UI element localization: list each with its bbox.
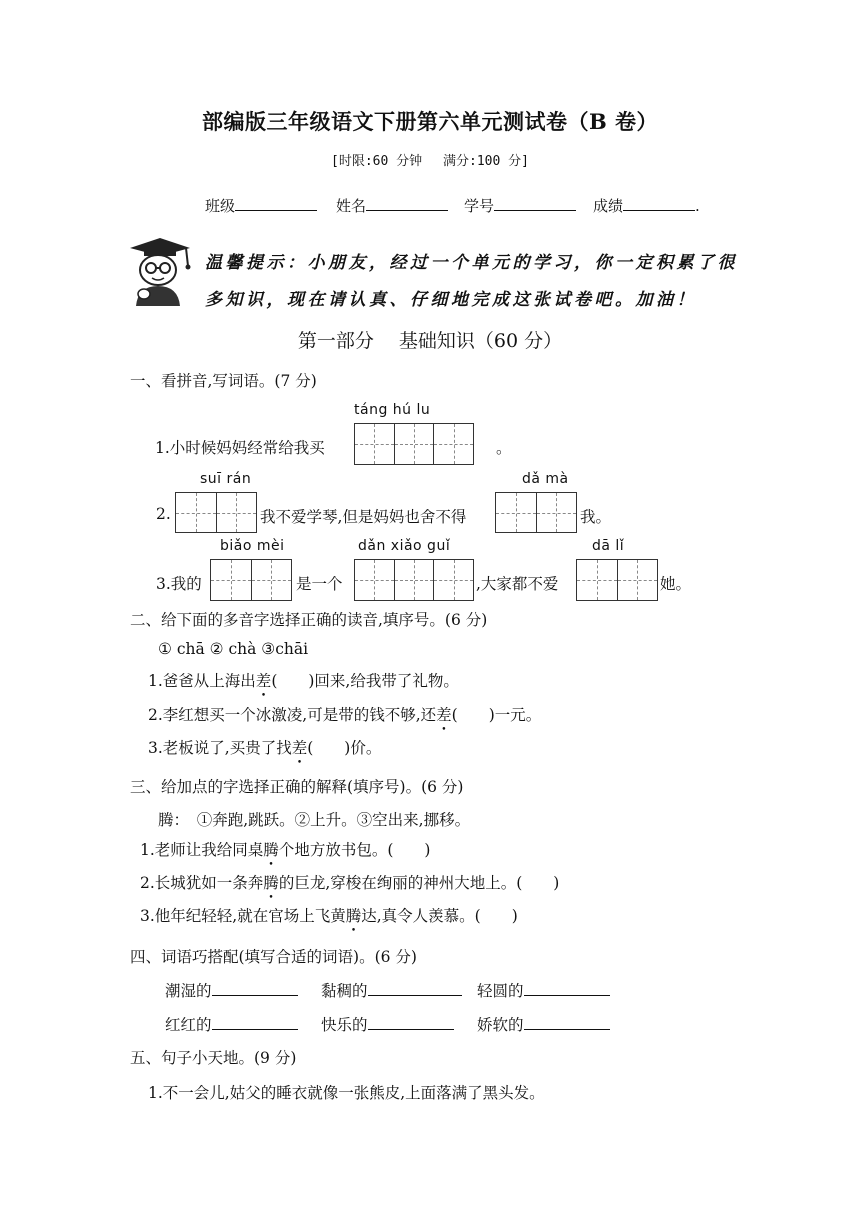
s3-question-1: 1.老师让我给同桌腾个地方放书包。( ) (140, 841, 431, 859)
q1-text: 1.小时候妈妈经常给我买 (155, 439, 325, 457)
writing-grid-tanghulu[interactable] (354, 423, 474, 465)
pinyin-dama: dǎ mà (522, 471, 569, 487)
writing-grid-suiran[interactable] (175, 492, 257, 533)
name-field[interactable]: 姓名 (336, 194, 448, 216)
section-3-heading: 三、给加点的字选择正确的解释(填序号)。(6 分) (130, 778, 464, 796)
match-happy[interactable]: 快乐的 (321, 1013, 454, 1035)
pinyin-biaomei: biǎo mèi (220, 538, 285, 554)
s2-question-2: 2.李红想买一个冰激凌,可是带的钱不够,还差( )一元。 (148, 706, 542, 724)
s2-question-1: 1.爸爸从上海出差( )回来,给我带了礼物。 (148, 672, 459, 690)
teng-definitions: 腾： ①奔跑,跳跃。②上升。③空出来,挪移。 (158, 811, 471, 829)
tip-line-1: 温馨提示：小朋友，经过一个单元的学习，你一定积累了很 (205, 253, 738, 273)
writing-grid-biaomei[interactable] (210, 559, 292, 601)
pinyin-tanghulu: táng hú lu (354, 402, 431, 418)
s2-question-3: 3.老板说了,买贵了找差( )价。 (148, 739, 382, 757)
s5-question-1: 1.不一会儿,姑父的睡衣就像一张熊皮,上面落满了黑头发。 (148, 1084, 545, 1102)
pinyin-dali: dā lǐ (592, 538, 625, 554)
section-1-heading: 一、看拼音,写词语。(7 分) (130, 372, 317, 390)
match-round[interactable]: 轻圆的 (477, 979, 610, 1001)
writing-grid-dama[interactable] (495, 492, 577, 533)
match-soft[interactable]: 娇软的 (477, 1013, 610, 1035)
match-red[interactable]: 红红的 (165, 1013, 298, 1035)
class-field[interactable]: 班级 (205, 194, 317, 216)
page-title: 部编版三年级语文下册第六单元测试卷（B 卷） (201, 109, 659, 134)
score-field[interactable]: 成绩 . (593, 194, 700, 216)
match-wet[interactable]: 潮湿的 (165, 979, 298, 1001)
section-4-heading: 四、词语巧搭配(填写合适的词语)。(6 分) (130, 948, 417, 966)
section-5-heading: 五、句子小天地。(9 分) (130, 1049, 297, 1067)
match-sticky[interactable]: 黏稠的 (321, 979, 462, 1001)
section-2-heading: 二、给下面的多音字选择正确的读音,填序号。(6 分) (130, 611, 488, 629)
number-field[interactable]: 学号 (464, 194, 576, 216)
writing-grid-danxiaogui[interactable] (354, 559, 474, 601)
s3-question-3: 3.他年纪轻轻,就在官场上飞黄腾达,真令人羡慕。( ) (140, 907, 518, 925)
time-limit: [时限:60 分钟 满分:100 分] (331, 154, 529, 169)
doctor-mascot-icon (120, 236, 196, 308)
writing-grid-dali[interactable] (576, 559, 658, 601)
pinyin-danxiaogui: dǎn xiǎo guǐ (358, 538, 451, 554)
pronunciation-options: ① chā ② chà ③chāi (158, 640, 309, 658)
pinyin-suiran: suī rán (200, 471, 252, 487)
part-heading: 第一部分 基础知识（60 分） (297, 330, 563, 352)
s3-question-2: 2.长城犹如一条奔腾的巨龙,穿梭在绚丽的神州大地上。( ) (140, 874, 560, 892)
tip-line-2: 多知识，现在请认真、仔细地完成这张试卷吧。加油！ (205, 290, 697, 310)
